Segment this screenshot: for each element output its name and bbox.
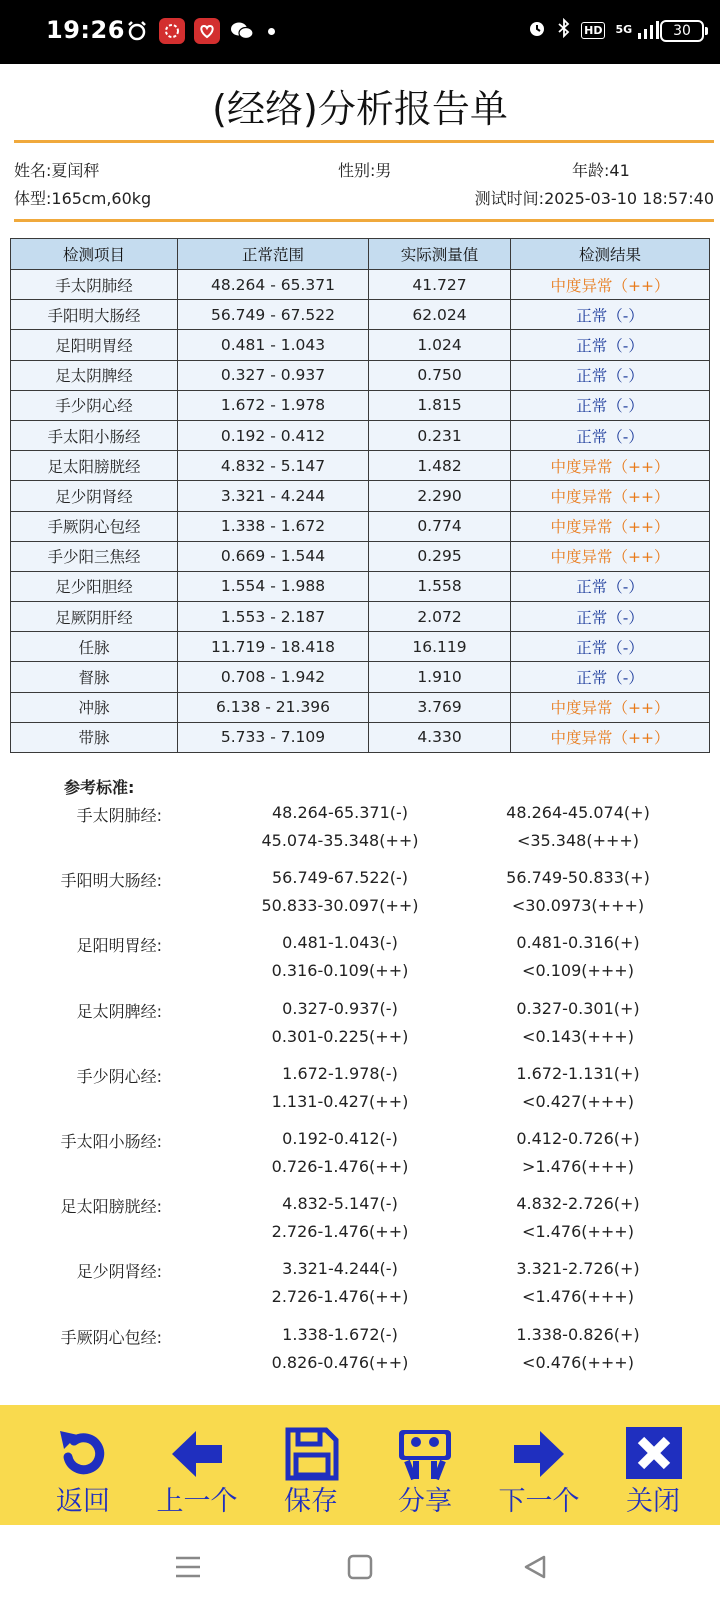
cell-value: 2.072: [369, 602, 511, 632]
reference-range-severe: <0.427(+++): [522, 1091, 634, 1111]
system-icons: [517, 18, 662, 42]
patient-gender: 性别:男: [338, 161, 392, 180]
reference-name: 足少阴肾经:: [76, 1262, 162, 1282]
cell-value: 41.727: [369, 270, 511, 300]
cell-result: 正常（-）: [511, 602, 710, 632]
reference-range-mild: 1.672-1.131(+): [516, 1063, 640, 1083]
table-row: [11, 541, 710, 571]
cell-range: 11.719 - 18.418: [178, 632, 369, 662]
floppy-disk-icon: [282, 1427, 340, 1481]
bluetooth-icon: [557, 18, 571, 42]
reference-range-severe: <0.109(+++): [522, 961, 634, 981]
reference-range-normal: 48.264-65.371(-): [272, 803, 408, 822]
table-row: [11, 451, 710, 481]
cell-range: 1.338 - 1.672: [178, 511, 369, 541]
reference-range-severe: <0.143(+++): [522, 1026, 634, 1046]
cell-result: 正常（-）: [511, 632, 710, 662]
cell-range: 48.264 - 65.371: [178, 270, 369, 300]
table-row: [11, 420, 710, 450]
reference-name: 手少阴心经:: [76, 1066, 162, 1086]
reference-range-moderate: 0.316-0.109(++): [271, 961, 409, 981]
table-row: [11, 571, 710, 601]
arrow-left-icon: [168, 1427, 226, 1481]
table-row: [11, 300, 710, 330]
cell-result: 中度异常（++）: [511, 451, 710, 481]
cell-result: 正常（-）: [511, 360, 710, 390]
table-row: [11, 270, 710, 300]
battery-icon: 30: [660, 20, 704, 42]
save-button[interactable]: [256, 1405, 366, 1525]
reference-range-severe: <30.0973(+++): [511, 896, 645, 916]
home-icon[interactable]: [347, 1554, 373, 1580]
cell-range: 4.832 - 5.147: [178, 451, 369, 481]
back-button[interactable]: [28, 1405, 138, 1525]
table-row: [11, 632, 710, 662]
cell-result: 中度异常（++）: [511, 481, 710, 511]
cell-value: 16.119: [369, 632, 511, 662]
reference-range-normal: 56.749-67.522(-): [272, 868, 408, 888]
reference-name: 手太阴肺经:: [76, 806, 162, 825]
previous-label: 上一个: [156, 1486, 238, 1517]
cell-range: 0.192 - 0.412: [178, 420, 369, 450]
cell-result: 正常（-）: [511, 330, 710, 360]
reference-range-mild: 0.412-0.726(+): [516, 1129, 640, 1148]
cell-value: 62.024: [369, 300, 511, 330]
cell-value: 1.910: [369, 662, 511, 692]
table-row: [11, 481, 710, 511]
close-x-icon: [624, 1427, 684, 1481]
table-row: [11, 390, 710, 420]
close-label: 关闭: [626, 1486, 680, 1517]
bottom-toolbar: [0, 1405, 720, 1525]
status-bar: [0, 0, 720, 64]
cell-value: 1.024: [369, 330, 511, 360]
cell-range: 6.138 - 21.396: [178, 692, 369, 722]
cell-range: 0.708 - 1.942: [178, 662, 369, 692]
undo-arrow-icon: [54, 1427, 112, 1481]
cell-result: 中度异常（++）: [511, 541, 710, 571]
table-row: [11, 511, 710, 541]
cell-item: 任脉: [11, 632, 178, 662]
cell-value: 3.769: [369, 692, 511, 722]
cell-result: 中度异常（++）: [511, 270, 710, 300]
reference-range-normal: 0.327-0.937(-): [282, 998, 398, 1018]
header-value: 实际测量值: [369, 239, 511, 270]
cell-item: 足少阳胆经: [11, 571, 178, 601]
reference-name: 手阳明大肠经:: [60, 871, 162, 891]
reference-range-moderate: 2.726-1.476(++): [271, 1287, 409, 1307]
table-row: [11, 602, 710, 632]
system-nav-bar: [0, 1525, 720, 1612]
cell-range: 56.749 - 67.522: [178, 300, 369, 330]
table-row: [11, 692, 710, 722]
reference-range-normal: 0.481-1.043(-): [282, 933, 398, 953]
share-button[interactable]: [370, 1405, 480, 1525]
table-row: [11, 662, 710, 692]
reference-range-mild: 0.327-0.301(+): [516, 998, 640, 1018]
reference-range-mild: 0.481-0.316(+): [516, 933, 640, 953]
patient-name: 姓名:夏闰秤: [14, 161, 100, 180]
cell-item: 足厥阴肝经: [11, 602, 178, 632]
divider-top: [14, 140, 714, 143]
cell-range: 5.733 - 7.109: [178, 722, 369, 752]
cell-range: 0.327 - 0.937: [178, 360, 369, 390]
cell-value: 1.482: [369, 451, 511, 481]
alarm-icon: [527, 18, 547, 42]
cell-item: 手厥阴心包经: [11, 511, 178, 541]
red-app-icon-1: [159, 18, 185, 44]
reference-name: 足太阴脾经:: [76, 1001, 162, 1021]
cell-value: 0.295: [369, 541, 511, 571]
cell-item: 手少阳三焦经: [11, 541, 178, 571]
reference-range-mild: 1.338-0.826(+): [516, 1324, 640, 1344]
cell-item: 冲脉: [11, 692, 178, 722]
cell-result: 正常（-）: [511, 662, 710, 692]
cell-value: 4.330: [369, 722, 511, 752]
reference-range-moderate: 0.826-0.476(++): [271, 1352, 409, 1372]
cell-result: 中度异常（++）: [511, 511, 710, 541]
hd-icon: HD: [581, 22, 605, 39]
reference-range-mild: 48.264-45.074(+): [506, 803, 650, 822]
table-row: [11, 360, 710, 390]
reference-range-moderate: 45.074-35.348(++): [261, 831, 419, 850]
cell-item: 足太阴脾经: [11, 360, 178, 390]
table-header-row: [11, 239, 710, 270]
patient-age: 年龄:41: [572, 161, 630, 180]
cell-range: 0.669 - 1.544: [178, 541, 369, 571]
back-label: 返回: [56, 1486, 110, 1517]
reference-range-moderate: 50.833-30.097(++): [261, 896, 419, 916]
table-body: [11, 270, 710, 753]
back-nav-icon[interactable]: [522, 1554, 548, 1580]
table-row: [11, 330, 710, 360]
divider-bottom: [14, 219, 714, 222]
arrow-right-icon: [510, 1427, 568, 1481]
cell-value: 2.290: [369, 481, 511, 511]
share-label: 分享: [398, 1486, 452, 1517]
cell-range: 1.553 - 2.187: [178, 602, 369, 632]
reference-range-severe: >1.476(+++): [522, 1157, 634, 1176]
reference-name: 手太阳小肠经:: [60, 1132, 162, 1151]
table-row: [11, 722, 710, 752]
header-range: 正常范围: [178, 239, 369, 270]
cell-value: 0.750: [369, 360, 511, 390]
save-label: 保存: [284, 1486, 338, 1517]
cell-value: 1.815: [369, 390, 511, 420]
reference-range-normal: 1.338-1.672(-): [282, 1324, 398, 1344]
reference-range-severe: <1.476(+++): [522, 1222, 634, 1242]
cell-result: 正常（-）: [511, 390, 710, 420]
cell-result: 正常（-）: [511, 300, 710, 330]
header-item: 检测项目: [11, 239, 178, 270]
reference-range-normal: 4.832-5.147(-): [282, 1194, 398, 1214]
reference-range-severe: <0.476(+++): [522, 1352, 634, 1372]
patient-body: 体型:165cm,60kg: [14, 189, 152, 208]
cell-range: 3.321 - 4.244: [178, 481, 369, 511]
menu-icon[interactable]: [174, 1555, 202, 1579]
status-time: 19:26: [46, 16, 125, 44]
meridian-table: [10, 238, 710, 753]
reference-range-moderate: 0.726-1.476(++): [271, 1157, 409, 1176]
test-time: 测试时间:2025-03-10 18:57:40: [474, 189, 714, 208]
reference-range-severe: <1.476(+++): [522, 1287, 634, 1307]
cell-result: 中度异常（++）: [511, 692, 710, 722]
reference-range-normal: 3.321-4.244(-): [282, 1259, 398, 1279]
reference-range-normal: 1.672-1.978(-): [282, 1063, 398, 1083]
next-button[interactable]: [484, 1405, 594, 1525]
share-icon: [396, 1427, 454, 1481]
cell-result: 正常（-）: [511, 571, 710, 601]
cell-item: 手太阴肺经: [11, 270, 178, 300]
cell-result: 中度异常（++）: [511, 722, 710, 752]
reference-title: 参考标准:: [64, 778, 135, 797]
reference-range-mild: 4.832-2.726(+): [516, 1194, 640, 1214]
reference-name: 手厥阴心包经:: [60, 1327, 162, 1347]
reference-range-normal: 0.192-0.412(-): [282, 1129, 398, 1148]
reference-range-moderate: 2.726-1.476(++): [271, 1222, 409, 1242]
cell-item: 带脉: [11, 722, 178, 752]
cell-result: 正常（-）: [511, 420, 710, 450]
cell-range: 1.554 - 1.988: [178, 571, 369, 601]
cell-value: 1.558: [369, 571, 511, 601]
reference-range-moderate: 1.131-0.427(++): [271, 1091, 409, 1111]
cell-item: 手阳明大肠经: [11, 300, 178, 330]
cell-value: 0.231: [369, 420, 511, 450]
reference-name: 足阳明胃经:: [76, 936, 162, 956]
red-app-icon-2: [194, 18, 220, 44]
cell-item: 手太阳小肠经: [11, 420, 178, 450]
alarm-clock-app-icon: [124, 18, 150, 44]
next-label: 下一个: [498, 1486, 580, 1517]
reference-range-mild: 3.321-2.726(+): [516, 1259, 640, 1279]
cell-range: 1.672 - 1.978: [178, 390, 369, 420]
reference-range-severe: <35.348(+++): [516, 831, 640, 850]
cell-range: 0.481 - 1.043: [178, 330, 369, 360]
cell-item: 足太阳膀胱经: [11, 451, 178, 481]
previous-button[interactable]: [142, 1405, 252, 1525]
report-title: (经络)分析报告单: [212, 87, 508, 131]
wechat-icon: [229, 18, 255, 44]
cell-item: 足阳明胃经: [11, 330, 178, 360]
close-button[interactable]: [598, 1405, 708, 1525]
header-result: 检测结果: [511, 239, 710, 270]
signal-icon: [615, 21, 662, 39]
cell-item: 督脉: [11, 662, 178, 692]
notification-icons: [124, 18, 275, 44]
reference-range-mild: 56.749-50.833(+): [506, 868, 650, 888]
cell-item: 足少阴肾经: [11, 481, 178, 511]
network-label: 5G: [615, 23, 633, 36]
cell-value: 0.774: [369, 511, 511, 541]
notification-dot: [268, 28, 275, 35]
cell-item: 手少阴心经: [11, 390, 178, 420]
reference-range-moderate: 0.301-0.225(++): [271, 1026, 409, 1046]
reference-name: 足太阳膀胱经:: [60, 1197, 162, 1217]
